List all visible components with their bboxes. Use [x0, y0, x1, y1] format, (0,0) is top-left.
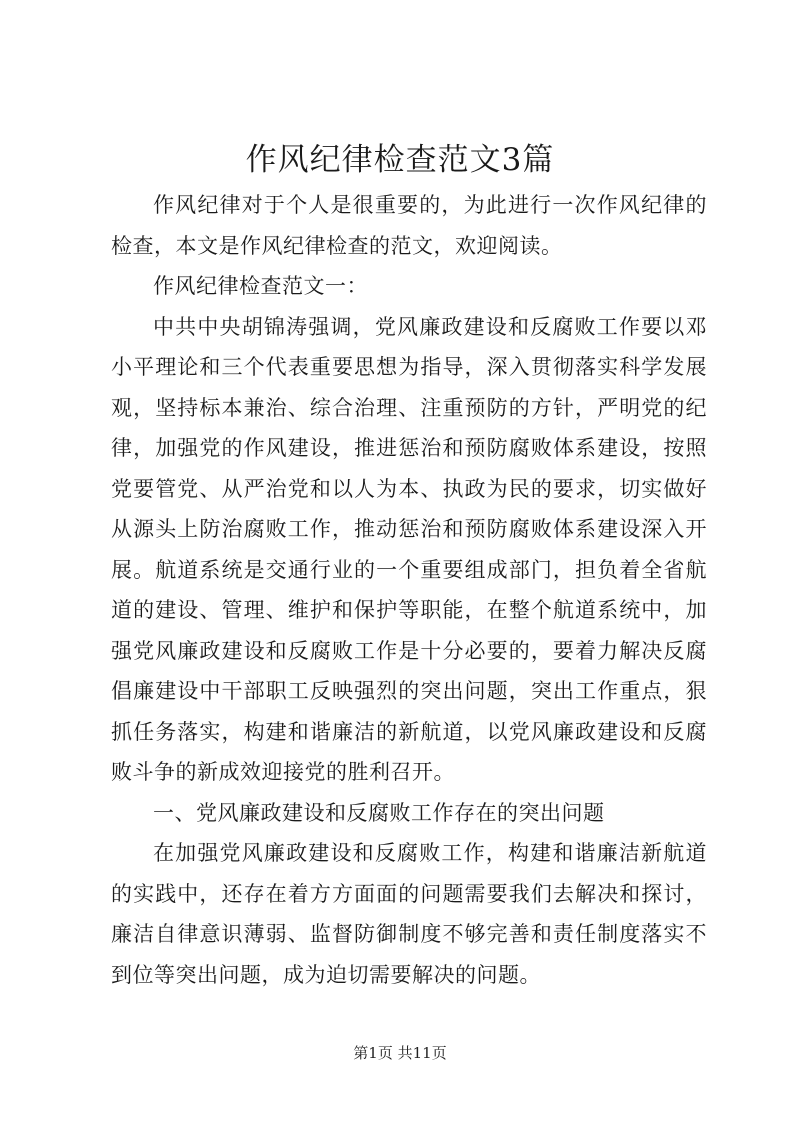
paragraph-section-heading: 一、党风廉政建设和反腐败工作存在的突出问题 [153, 800, 605, 825]
document-title: 作风纪律检查范文3篇 [245, 142, 555, 178]
paragraph-heading-sample-one: 作风纪律检查范文一： [153, 274, 368, 298]
paragraph-section-body: 在加强党风廉政建设和反腐败工作，构建和谐廉洁新航道的实践中，还存在着方方面面的问题需要我们去解决和探讨，廉洁自律意识薄弱、监督防御制度不够完善和责任制度落实不到位等突出问题，成为迫切需要解决的问题。 [111, 841, 707, 987]
paragraph-main: 中共中央胡锦涛强调，党风廉政建设和反腐败工作要以邓小平理论和三个代表重要思想为指导，深入贯彻落实科学发展观，坚持标本兼治、综合治理、注重预防的方针，严明党的纪律，加强党的作风建设，推进惩治和预防腐败体系建设，按照党要管党、从严治党和以人为本、执政为民的要求，切实做好从源头上防治腐败工作，推动惩治和预防腐败体系建设深入开展。航道系统是交通行业的一个重要组成部门，担负着全省航道的建设、管理、维护和保护等职能，在整个航道系统中，加强党风廉政建设和反腐败工作是十分必要的，要着力解决反腐倡廉建设中干部职工反映强烈的突出问题，突出工作重点，狠抓任务落实，构建和谐廉洁的新航道，以党风廉政建设和反腐败斗争的新成效迎接党的胜利召开。 [111, 314, 707, 784]
document-body [111, 185, 707, 995]
paragraph-intro: 作风纪律对于个人是很重要的，为此进行一次作风纪律的检查，本文是作风纪律检查的范文，欢迎阅读。 [111, 193, 707, 258]
page-number-footer: 第1页 共11页 [353, 1044, 447, 1062]
